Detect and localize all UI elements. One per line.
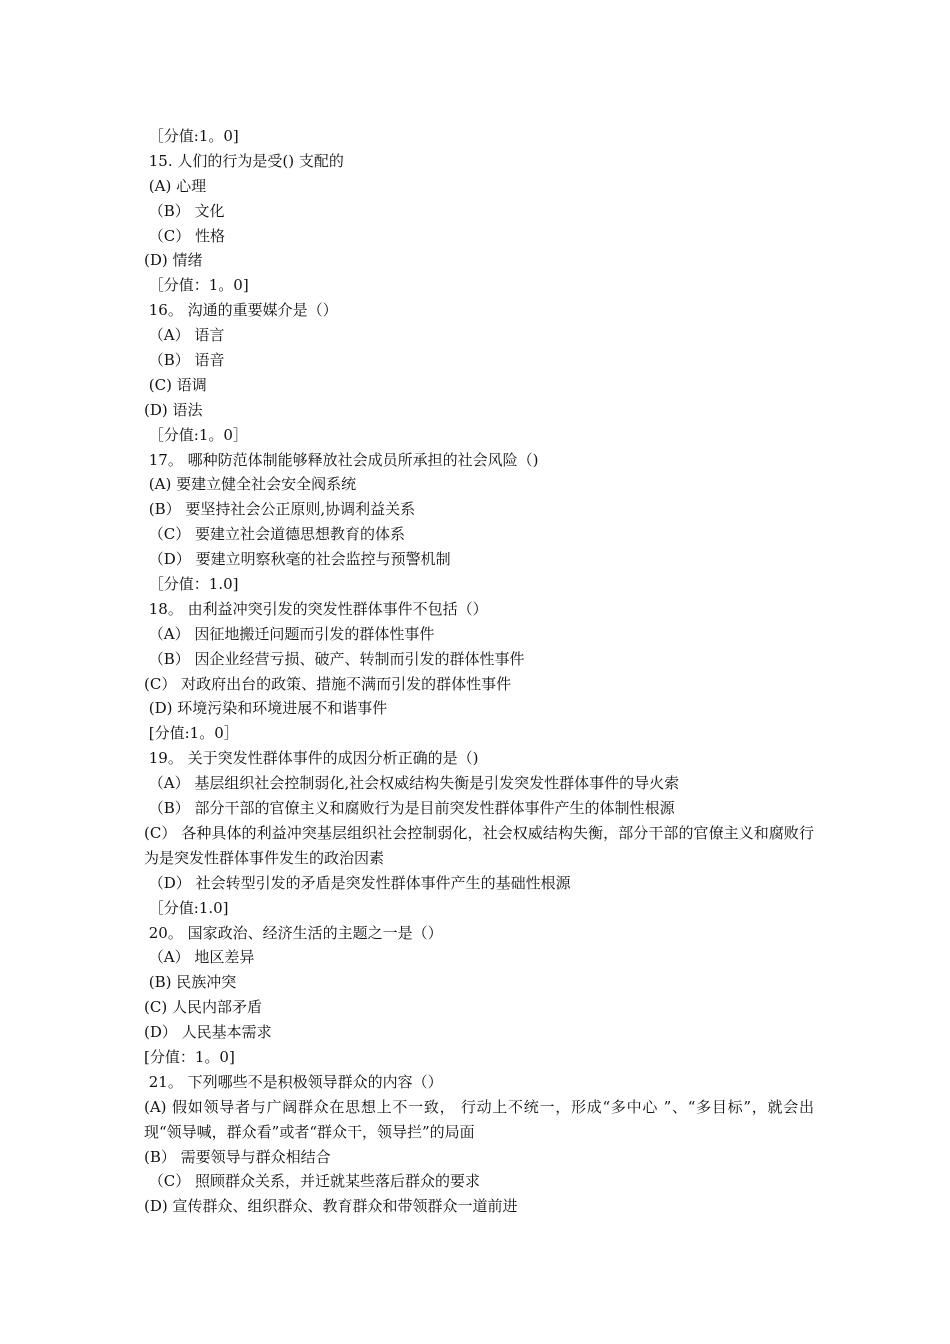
- option-15-b: （B） 文化: [144, 201, 225, 220]
- option-16-c: (C) 语调: [144, 375, 207, 394]
- option-15-d: (D) 情绪: [144, 251, 203, 270]
- option-19-c: (C） 各种具体的利益冲突基层组织社会控制弱化，社会权威结构失衡，部分干部的官僚主义和腐败行为是突发性群体事件发生的政治因素: [144, 823, 814, 867]
- question-19: 19。 关于突发性群体事件的成因分析正确的是（): [144, 749, 479, 768]
- option-20-a: （A） 地区差异: [144, 948, 255, 967]
- option-18-a: （A） 因征地搬迁问题而引发的群体性事件: [144, 624, 435, 643]
- option-18-d: (D) 环境污染和环境进展不和谐事件: [144, 699, 388, 718]
- question-16: 16。 沟通的重要媒介是（）: [144, 301, 338, 320]
- option-19-b: （B） 部分干部的官僚主义和腐败行为是目前突发性群体事件产生的体制性根源: [144, 799, 675, 818]
- option-17-c: （C） 要建立社会道德思想教育的体系: [144, 525, 406, 544]
- option-16-b: （B） 语音: [144, 351, 225, 370]
- option-18-b: （B） 因企业经营亏损、破产、转制而引发的群体性事件: [144, 649, 525, 668]
- score-20: [分值：1。0]: [144, 1047, 235, 1066]
- question-17: 17。 哪种防范体制能够释放社会成员所承担的社会风险（): [144, 450, 539, 469]
- option-17-b: (B） 要坚持社会公正原则,协调利益关系: [144, 500, 416, 519]
- score-17: ［分值：1.0]: [144, 575, 239, 594]
- option-16-d: (D) 语法: [144, 400, 203, 419]
- question-list: [144, 124, 814, 1219]
- option-15-c: （C） 性格: [144, 226, 226, 245]
- question-21: 21。 下列哪些不是积极领导群众的内容（）: [144, 1072, 443, 1091]
- question-15: 15. 人们的行为是受() 支配的: [144, 151, 344, 170]
- question-20: 20。 国家政治、经济生活的主题之一是（）: [144, 923, 443, 942]
- option-21-c: （C） 照顾群众关系，并迁就某些落后群众的要求: [144, 1172, 481, 1191]
- option-19-d: （D） 社会转型引发的矛盾是突发性群体事件产生的基础性根源: [144, 873, 571, 892]
- score-19: ［分值:1.0]: [144, 898, 229, 917]
- score-line: ［分值:1。0]: [144, 127, 239, 145]
- option-17-d: （D） 要建立明察秋毫的社会监控与预警机制: [144, 550, 451, 569]
- option-20-c: (C) 人民内部矛盾: [144, 998, 262, 1017]
- score-18: [分值:1。0］: [144, 724, 239, 743]
- option-15-a: (A) 心理: [144, 176, 207, 195]
- option-21-d: (D) 宣传群众、组织群众、教育群众和带领群众一道前进: [144, 1197, 518, 1216]
- option-21-b: (B） 需要领导与群众相结合: [144, 1147, 331, 1166]
- option-17-a: (A) 要建立健全社会安全阀系统: [144, 475, 357, 494]
- option-19-a: （A） 基层组织社会控制弱化,社会权威结构失衡是引发突发性群体事件的导火索: [144, 774, 680, 793]
- option-16-a: （A） 语言: [144, 326, 225, 345]
- option-20-d: (D） 人民基本需求: [144, 1023, 272, 1042]
- option-20-b: (B) 民族冲突: [144, 973, 237, 992]
- option-18-c: (C） 对政府出台的政策、措施不满而引发的群体性事件: [144, 674, 512, 693]
- score-16: ［分值:1。0］: [144, 425, 248, 444]
- option-21-a: (A) 假如领导者与广阔群众在思想上不一致， 行动上不统一，形成“多中心 ”、“多目标”，就会出现“领导喊，群众看”或者“群众干，领导拦”的局面: [144, 1097, 814, 1141]
- question-18: 18。 由利益冲突引发的突发性群体事件不包括（）: [144, 599, 488, 618]
- score-15: ［分值：1。0]: [144, 276, 249, 295]
